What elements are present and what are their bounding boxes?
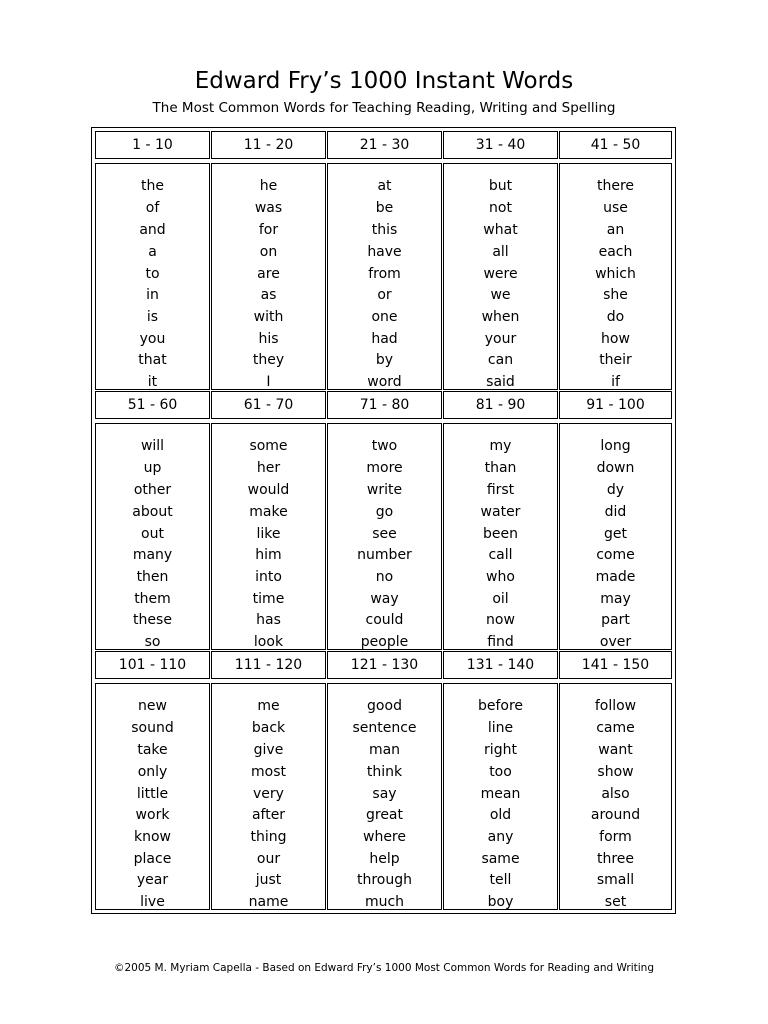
word-item: water — [480, 504, 521, 520]
word-item: from — [368, 266, 401, 282]
word-item: or — [377, 287, 392, 303]
word-item: his — [258, 331, 279, 347]
column-header: 71 - 80 — [327, 391, 442, 419]
word-item: would — [247, 482, 290, 498]
column-body — [443, 683, 558, 910]
word-item: to — [145, 266, 160, 282]
column-header: 1 - 10 — [95, 131, 210, 159]
column-header: 101 - 110 — [95, 651, 210, 679]
word-item: where — [363, 829, 406, 845]
column-header: 131 - 140 — [443, 651, 558, 679]
column-body — [559, 423, 672, 650]
word-item: also — [601, 786, 630, 802]
column-body — [327, 683, 442, 910]
word-item: part — [601, 612, 630, 628]
word-item: just — [255, 872, 282, 888]
word-item: but — [488, 178, 513, 194]
word-item: see — [372, 526, 397, 542]
word-item: then — [136, 569, 169, 585]
word-item: was — [254, 200, 283, 216]
column-header: 21 - 30 — [327, 131, 442, 159]
word-item: over — [599, 634, 632, 650]
word-item: at — [377, 178, 392, 194]
word-item: made — [595, 569, 636, 585]
word-item: form — [599, 829, 632, 845]
word-item: little — [136, 786, 169, 802]
word-item: did — [604, 504, 627, 520]
column-header: 61 - 70 — [211, 391, 326, 419]
word-item: sound — [131, 720, 174, 736]
word-item: thing — [250, 829, 287, 845]
word-item: on — [259, 244, 278, 260]
word-item: by — [375, 352, 394, 368]
word-item: up — [143, 460, 162, 476]
word-item: good — [367, 698, 402, 714]
word-item: how — [601, 331, 630, 347]
word-item: there — [596, 178, 635, 194]
word-item: long — [600, 438, 631, 454]
word-item: work — [135, 807, 170, 823]
word-item: can — [487, 352, 514, 368]
word-item: my — [489, 438, 512, 454]
word-item: call — [488, 547, 513, 563]
column-header: 91 - 100 — [559, 391, 672, 419]
column-header: 121 - 130 — [327, 651, 442, 679]
word-item: word — [367, 374, 402, 390]
word-item: you — [139, 331, 166, 347]
word-item: a — [148, 244, 157, 260]
word-item: same — [481, 851, 520, 867]
word-item: as — [260, 287, 277, 303]
word-item: her — [256, 460, 281, 476]
word-item: she — [603, 287, 628, 303]
word-item: may — [600, 591, 631, 607]
word-item: some — [249, 438, 288, 454]
word-item: and — [139, 222, 166, 238]
word-item: mean — [480, 786, 521, 802]
word-item: their — [599, 352, 632, 368]
word-item: year — [136, 872, 169, 888]
word-item: take — [137, 742, 168, 758]
word-item: our — [256, 851, 281, 867]
word-item: has — [256, 612, 281, 628]
column-body — [327, 423, 442, 650]
word-item: down — [596, 460, 635, 476]
word-item: have — [367, 244, 402, 260]
word-item: small — [596, 872, 635, 888]
word-item: of — [145, 200, 160, 216]
word-item: give — [253, 742, 284, 758]
column-body — [211, 423, 326, 650]
word-item: they — [252, 352, 285, 368]
word-item: into — [255, 569, 282, 585]
word-item: come — [596, 547, 635, 563]
word-item: look — [253, 634, 284, 650]
word-item: for — [258, 222, 279, 238]
word-item: that — [138, 352, 167, 368]
word-item: before — [477, 698, 524, 714]
word-item: it — [147, 374, 158, 390]
word-item: about — [132, 504, 173, 520]
word-item: I — [266, 374, 271, 390]
word-item: so — [144, 634, 161, 650]
word-item: do — [606, 309, 625, 325]
word-item: place — [133, 851, 172, 867]
word-item: he — [259, 178, 278, 194]
word-item: make — [249, 504, 288, 520]
word-item: out — [141, 526, 164, 542]
word-item: one — [371, 309, 398, 325]
column-header: 141 - 150 — [559, 651, 672, 679]
word-item: is — [146, 309, 159, 325]
word-item: with — [253, 309, 284, 325]
column-body — [95, 163, 210, 390]
word-item: help — [369, 851, 400, 867]
word-item: we — [490, 287, 511, 303]
word-item: me — [257, 698, 280, 714]
column-body — [211, 163, 326, 390]
word-item: number — [357, 547, 412, 563]
word-item: live — [140, 894, 165, 910]
word-item: know — [134, 829, 171, 845]
word-item: back — [251, 720, 286, 736]
word-item: set — [604, 894, 627, 910]
word-item: want — [598, 742, 633, 758]
word-item: him — [255, 547, 282, 563]
word-item: right — [484, 742, 517, 758]
word-item: them — [134, 591, 171, 607]
word-item: sentence — [352, 720, 417, 736]
word-item: most — [251, 764, 286, 780]
word-item: each — [598, 244, 633, 260]
word-item: an — [606, 222, 625, 238]
word-item: two — [371, 438, 398, 454]
word-item: follow — [594, 698, 637, 714]
word-item: think — [366, 764, 403, 780]
word-item: tell — [489, 872, 512, 888]
word-item: use — [603, 200, 628, 216]
word-item: like — [256, 526, 281, 542]
word-item: people — [360, 634, 409, 650]
word-item: be — [375, 200, 394, 216]
word-item: write — [366, 482, 403, 498]
word-item: name — [248, 894, 289, 910]
column-header: 11 - 20 — [211, 131, 326, 159]
word-item: this — [371, 222, 398, 238]
word-item: when — [481, 309, 520, 325]
word-item: after — [251, 807, 286, 823]
word-table — [91, 127, 676, 914]
column-body — [559, 683, 672, 910]
column-header: 111 - 120 — [211, 651, 326, 679]
word-item: were — [483, 266, 518, 282]
column-body — [443, 163, 558, 390]
column-header: 51 - 60 — [95, 391, 210, 419]
column-body — [327, 163, 442, 390]
word-item: said — [486, 374, 515, 390]
word-item: very — [253, 786, 284, 802]
word-item: man — [368, 742, 401, 758]
column-body — [95, 423, 210, 650]
word-item: any — [487, 829, 514, 845]
column-header: 81 - 90 — [443, 391, 558, 419]
word-item: find — [487, 634, 514, 650]
column-body — [211, 683, 326, 910]
word-item: than — [484, 460, 517, 476]
word-item: these — [133, 612, 172, 628]
word-item: could — [365, 612, 404, 628]
word-item: in — [146, 287, 159, 303]
word-item: way — [370, 591, 399, 607]
word-item: now — [486, 612, 515, 628]
column-header: 41 - 50 — [559, 131, 672, 159]
word-item: old — [489, 807, 512, 823]
word-item: time — [252, 591, 285, 607]
word-item: been — [483, 526, 518, 542]
word-item: will — [140, 438, 165, 454]
copyright-footer: ©2005 M. Myriam Capella - Based on Edward Fry’s 1000 Most Common Words for Reading and Writing — [113, 962, 655, 974]
word-item: the — [141, 178, 164, 194]
word-item: line — [487, 720, 514, 736]
column-body — [95, 683, 210, 910]
word-item: if — [611, 374, 620, 390]
word-item: not — [489, 200, 512, 216]
word-item: through — [356, 872, 412, 888]
word-item: show — [597, 764, 634, 780]
word-item: say — [372, 786, 397, 802]
word-item: came — [596, 720, 635, 736]
word-item: more — [366, 460, 403, 476]
word-item: all — [492, 244, 509, 260]
word-item: only — [137, 764, 168, 780]
word-item: too — [489, 764, 512, 780]
word-item: which — [595, 266, 636, 282]
word-item: go — [375, 504, 394, 520]
word-item: new — [138, 698, 167, 714]
word-item: what — [483, 222, 518, 238]
page-subtitle: The Most Common Words for Teaching Reading, Writing and Spelling — [152, 100, 616, 116]
word-item: are — [257, 266, 280, 282]
word-item: who — [486, 569, 515, 585]
word-item: had — [371, 331, 398, 347]
column-header: 31 - 40 — [443, 131, 558, 159]
page-title: Edward Fry’s 1000 Instant Words — [194, 68, 574, 94]
column-body — [443, 423, 558, 650]
word-item: around — [590, 807, 641, 823]
column-body — [559, 163, 672, 390]
word-item: great — [365, 807, 404, 823]
word-item: dy — [606, 482, 625, 498]
word-item: your — [484, 331, 517, 347]
word-item: first — [486, 482, 515, 498]
word-item: much — [364, 894, 405, 910]
word-item: get — [604, 526, 627, 542]
word-item: three — [596, 851, 635, 867]
word-item: no — [375, 569, 394, 585]
word-item: other — [133, 482, 172, 498]
word-item: oil — [492, 591, 509, 607]
word-item: many — [132, 547, 173, 563]
word-item: boy — [487, 894, 514, 910]
